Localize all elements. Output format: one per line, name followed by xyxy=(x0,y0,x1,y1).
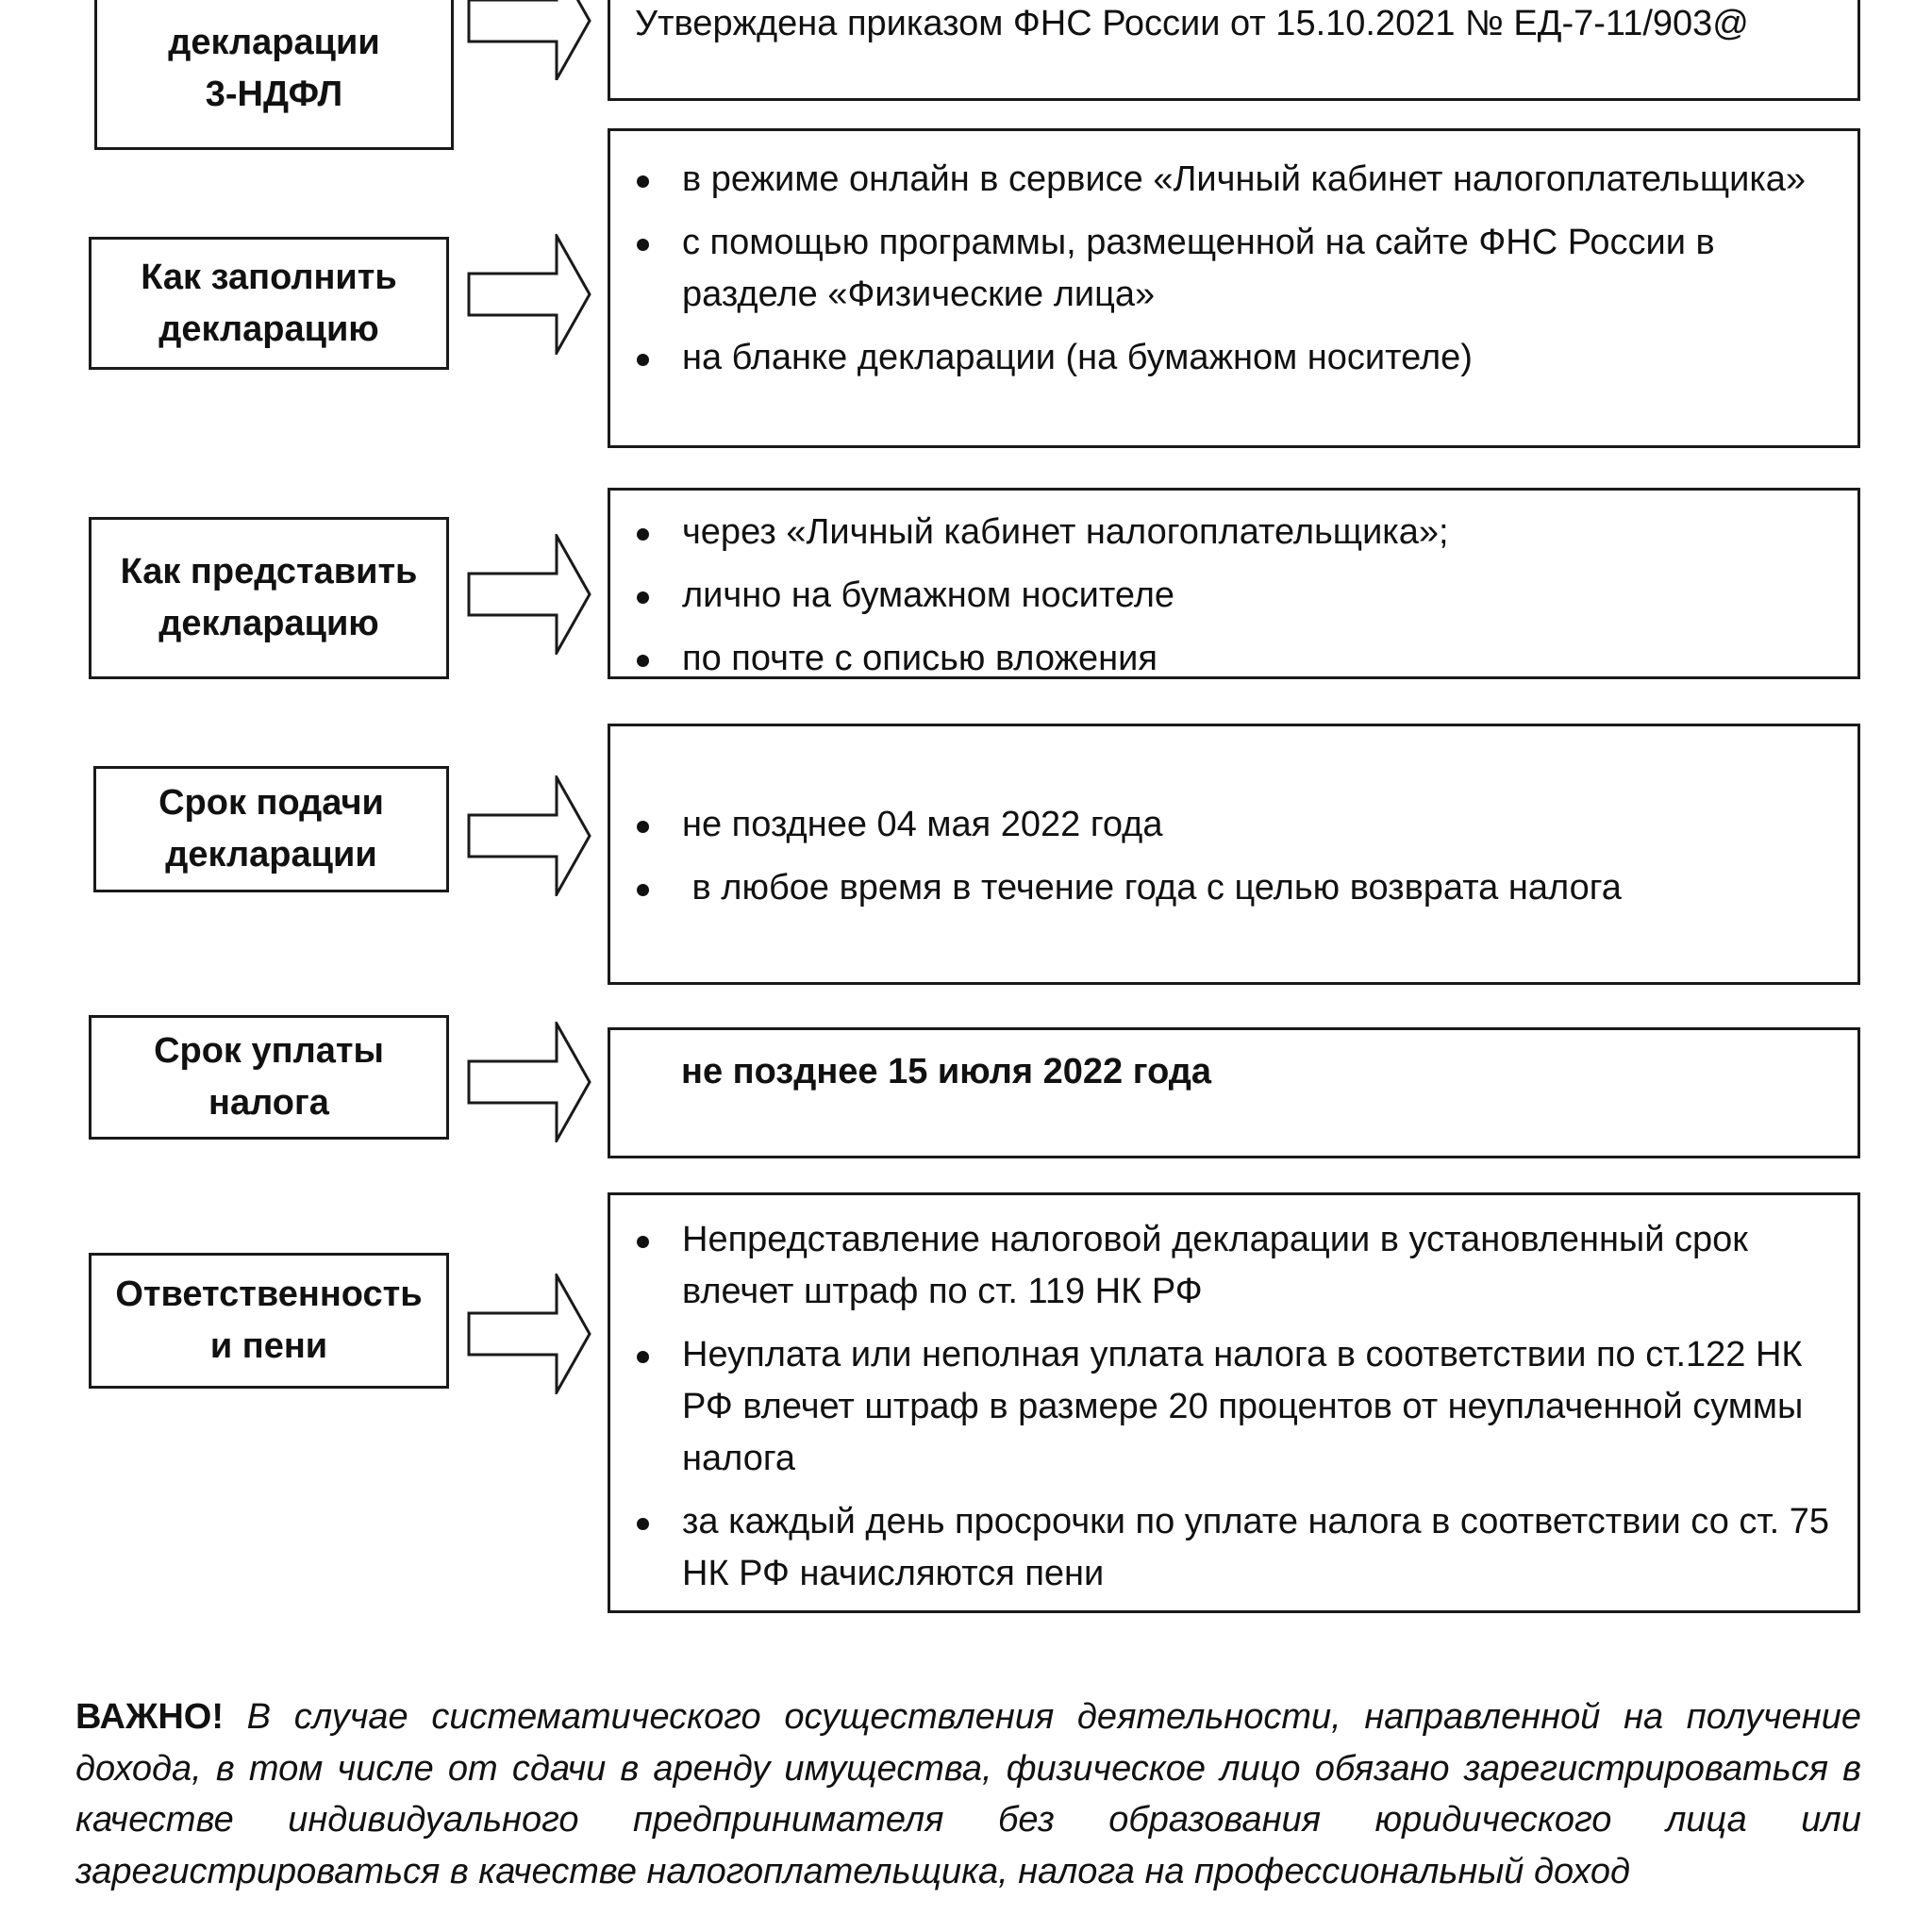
label-box-how-to-submit xyxy=(89,517,449,679)
label-line: 3-НДФЛ xyxy=(205,75,343,114)
payment-deadline-text: не позднее 15 июля 2022 года xyxy=(681,1052,1212,1091)
label-line: декларации xyxy=(168,23,380,62)
arrow-right-icon xyxy=(467,775,594,896)
label-box-liability xyxy=(89,1253,449,1389)
label-line: Как заполнить xyxy=(141,257,397,297)
content-box-approval xyxy=(608,0,1860,101)
arrow-right-icon xyxy=(467,0,594,80)
arrow-right-icon xyxy=(467,534,594,655)
list-item: не позднее 04 мая 2022 года xyxy=(610,799,1839,851)
label-line: Ответственность xyxy=(115,1274,423,1314)
label-line: декларации xyxy=(165,835,377,874)
important-note xyxy=(75,1691,1861,1897)
content-box-payment-deadline xyxy=(608,1027,1860,1158)
label-line: налога xyxy=(208,1083,329,1123)
label-line: Срок подачи xyxy=(158,783,384,823)
label-box-how-to-fill xyxy=(89,237,449,370)
label-box-filing-deadline xyxy=(93,766,449,892)
content-box-liability xyxy=(608,1192,1860,1613)
list-item: лично на бумажном носителе xyxy=(610,570,1839,622)
label-line: и пени xyxy=(209,1326,328,1366)
arrow-right-icon xyxy=(467,1274,594,1394)
list-item: в режиме онлайн в сервисе «Личный кабинет налогоплательщика» xyxy=(610,154,1839,206)
label-line: декларацию xyxy=(158,308,379,349)
arrow-right-icon xyxy=(467,1022,594,1142)
list-item: через «Личный кабинет налогоплательщика»; xyxy=(610,507,1839,558)
list-item: на бланке декларации (на бумажном носителе) xyxy=(610,332,1839,384)
label-box-payment-deadline xyxy=(89,1015,449,1140)
content-box-filing-deadline xyxy=(608,724,1860,985)
list-item: за каждый день просрочки по уплате налога в соответствии со ст. 75 НК РФ начисляются пени xyxy=(610,1496,1839,1600)
label-line: декларацию xyxy=(158,604,379,643)
important-lead: ВАЖНО! xyxy=(75,1697,224,1737)
important-text: В случае систематического осуществления деятельности, направленной на получение дохода, в том числе от сдачи в аренду имущества, физическое лицо обязано зарегистрироваться в качестве индивидуального предпринимателя без образования юридического лица или зарегистрироваться в качестве налогоплательщика, налога на профессиональный доход xyxy=(75,1697,1861,1891)
list-item: с помощью программы, размещенной на сайте ФНС России в разделе «Физические лица» xyxy=(610,217,1839,321)
label-box-declaration-form xyxy=(94,0,454,150)
approval-text: Утверждена приказом ФНС России от 15.10.2021 № ЕД-7-11/903@ xyxy=(635,4,1749,43)
content-box-how-to-submit xyxy=(608,488,1860,679)
content-box-how-to-fill xyxy=(608,128,1860,448)
list-item: Непредставление налоговой декларации в установленный срок влечет штраф по ст. 119 НК РФ xyxy=(610,1214,1839,1318)
arrow-right-icon xyxy=(467,234,594,355)
list-item: в любое время в течение года с целью возврата налога xyxy=(610,862,1839,914)
list-item: по почте с описью вложения xyxy=(610,633,1839,679)
label-line: Как представить xyxy=(120,552,418,591)
label-line: Срок уплаты xyxy=(154,1031,384,1071)
list-item: Неуплата или неполная уплата налога в соответствии по ст.122 НК РФ влечет штраф в размере 20 процентов от неуплаченной суммы налога xyxy=(610,1329,1839,1485)
